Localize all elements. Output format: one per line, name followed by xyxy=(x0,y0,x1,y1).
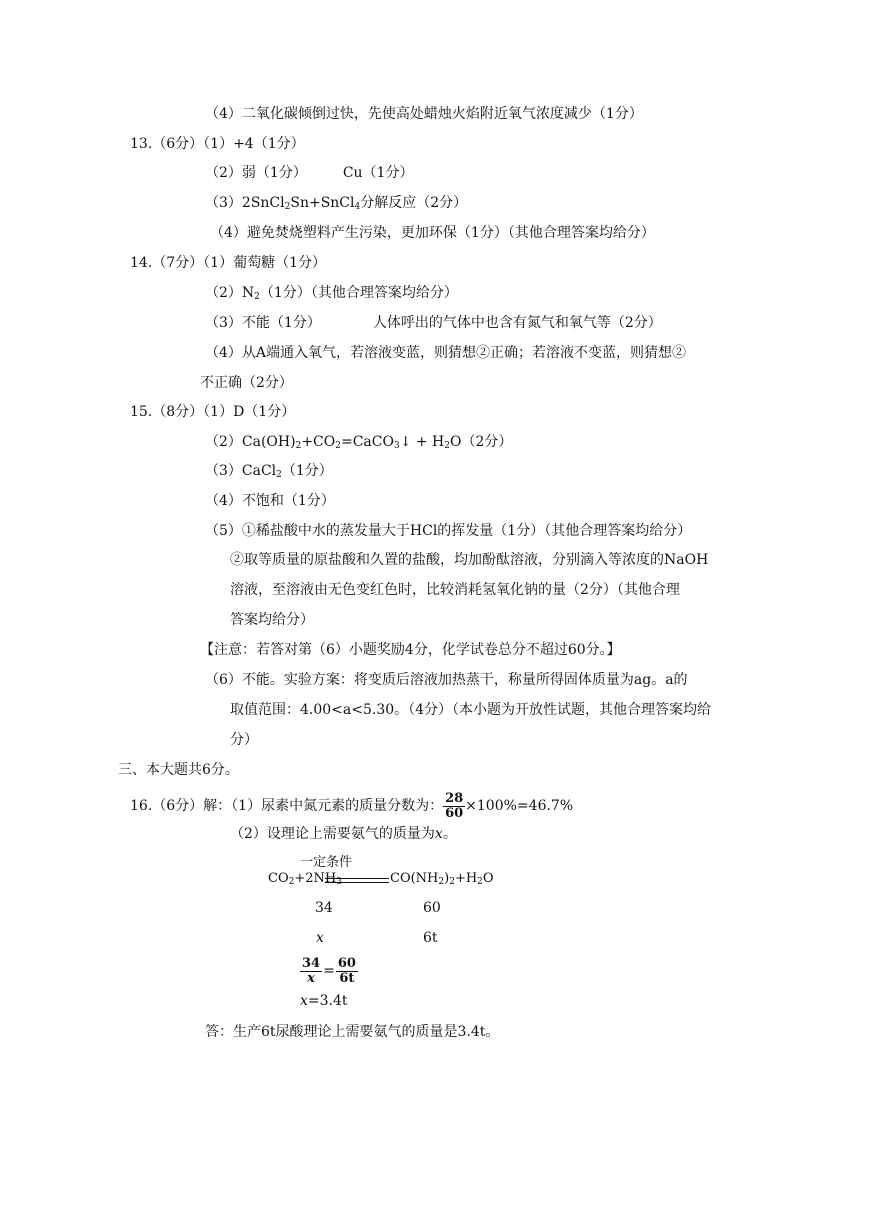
equation-condition: 一定条件 xyxy=(300,855,353,870)
line-q16-1 xyxy=(130,788,573,824)
q14-2-a: （2）N xyxy=(205,285,255,301)
sub-2: 2 xyxy=(276,470,282,480)
line-q15-5: （5）①稀盐酸中水的蒸发量大于HCl的挥发量（1分）（其他合理答案均给分） xyxy=(205,523,692,539)
q13-3-a: （3）2SnCl xyxy=(205,195,285,211)
q13-2-text: （2）弱（1分） xyxy=(205,165,307,181)
line-q15-5-b2: 溶液，至溶液由无色变红色时，比较消耗氢氧化钠的量（2分）（其他合理 xyxy=(230,582,680,598)
fraction-28-60 xyxy=(443,792,465,821)
fraction-60-6t xyxy=(336,957,358,986)
q16-1-b: ×100%=46.7% xyxy=(465,798,574,814)
line-q16-2 xyxy=(230,824,457,844)
line-q14-2 xyxy=(205,283,458,307)
q16-2-c: 。 xyxy=(442,826,457,842)
equals-sign: = xyxy=(323,963,335,979)
equation-double-bar xyxy=(325,878,389,883)
line-q13-1: 13.（6分）（1）+4（1分） xyxy=(130,136,305,152)
fraction-denominator: x xyxy=(307,970,315,986)
q13-3-b: Sn+SnCl xyxy=(290,195,355,211)
line-q15-6-b1: 取值范围：4.00<a<5.30。（4分）（本小题为开放性试题，其他合理答案均给 xyxy=(230,702,712,718)
sub-2: 2 xyxy=(335,441,341,451)
eq-right-c: +H xyxy=(454,871,478,886)
sub-3: 3 xyxy=(393,441,400,451)
fraction-denominator: 6t xyxy=(339,970,355,986)
note-bonus: 【注意：若答对第（6）小题奖励4分，化学试卷总分不超过60分。】 xyxy=(200,642,621,658)
line-q14-1: 14.（7分）（1）葡萄糖（1分） xyxy=(130,255,326,271)
line-q15-6: （6）不能。实验方案：将变质后溶液加热蒸干，称量所得固体质量为ag。a的 xyxy=(205,672,688,688)
q15-2-d: ↓ + H xyxy=(399,434,445,450)
q15-3-b: （1分） xyxy=(281,463,333,479)
mass-34: 34 xyxy=(315,900,333,916)
fraction-denominator: 60 xyxy=(445,805,464,821)
q16-2-a: （2）设理论上需要氨气的质量为 xyxy=(230,826,435,842)
q14-3-a: （3）不能（1分） xyxy=(205,315,321,331)
line-q15-4: （4）不饱和（1分） xyxy=(205,493,335,509)
eq-right-a: CO(NH xyxy=(390,871,439,886)
fraction-34-x xyxy=(300,957,322,986)
line-q15-1: 15.（8分）（1）D（1分） xyxy=(130,404,296,420)
equation-right xyxy=(390,869,494,892)
fraction-numerator: 28 xyxy=(445,790,464,806)
result-var: x xyxy=(300,993,308,1009)
eq-left-b: +2NH xyxy=(294,871,337,886)
eq-left-a: CO xyxy=(268,871,289,886)
result-x xyxy=(300,991,348,1011)
mass-60: 60 xyxy=(423,900,441,916)
sub-3: 3 xyxy=(336,877,342,887)
line-q13-2 xyxy=(205,163,413,183)
q15-2-b: +CO xyxy=(301,434,336,450)
mass-x: x xyxy=(316,930,324,946)
q15-2-e: O（2分） xyxy=(450,434,513,450)
sub-2: 2 xyxy=(477,877,483,887)
line-q13-3 xyxy=(205,193,467,217)
var-x: x xyxy=(434,826,443,842)
section-heading-3: 三、本大题共6分。 xyxy=(118,762,239,778)
mass-6t: 6t xyxy=(423,930,438,946)
line-q15-5-b1: ②取等质量的原盐酸和久置的盐酸，均加酚酞溶液，分别滴入等浓度的NaOH xyxy=(230,552,709,568)
q14-2-b: （1分）（其他合理答案均给分） xyxy=(259,285,458,301)
result-value: =3.4t xyxy=(307,993,348,1009)
fraction-numerator: 60 xyxy=(337,955,356,971)
sub-2: 2 xyxy=(254,292,260,302)
line-q12-4: （4）二氧化碳倾倒过快，先使高处蜡烛火焰附近氧气浓度减少（1分） xyxy=(205,106,643,122)
line-q14-3 xyxy=(205,313,662,333)
sub-2: 2 xyxy=(449,877,455,887)
sub-2: 2 xyxy=(288,877,295,887)
sub-4: 4 xyxy=(354,202,361,212)
q15-2-a: （2）Ca(OH) xyxy=(205,434,296,450)
fraction-numerator: 34 xyxy=(302,955,321,971)
sub-2: 2 xyxy=(444,441,450,451)
q15-3-a: （3）CaCl xyxy=(205,463,277,479)
eq-right-b: ) xyxy=(444,871,450,886)
line-q13-4: （4）避免焚烧塑料产生污染，更加环保（1分）（其他合理答案均给分） xyxy=(210,225,655,241)
eq-right-d: O xyxy=(482,871,494,886)
line-q15-3 xyxy=(205,461,333,485)
answer-line: 答：生产6t尿酸理论上需要氨气的质量是3.4t。 xyxy=(205,1024,500,1040)
q14-3-b: 人体呼出的气体中也含有氮气和氧气等（2分） xyxy=(372,315,662,331)
proportion xyxy=(300,954,358,988)
q16-1-a: 16.（6分）解：（1）尿素中氮元素的质量分数为： xyxy=(130,798,444,814)
sub-2: 2 xyxy=(295,441,302,451)
line-q15-5-b3: 答案均给分） xyxy=(230,612,314,628)
line-q14-4: （4）从A端通入氧气，若溶液变蓝，则猜想②正确；若溶液不变蓝，则猜想② xyxy=(205,345,687,361)
line-q15-2 xyxy=(205,432,512,456)
q15-2-c: =CaCO xyxy=(340,434,394,450)
line-q15-6-b2: 分） xyxy=(230,732,258,748)
q13-3-c: 分解反应（2分） xyxy=(360,195,468,211)
sub-2: 2 xyxy=(284,202,291,212)
sub-2: 2 xyxy=(438,877,445,887)
line-q14-4-cont: 不正确（2分） xyxy=(200,375,293,391)
q13-2-cu: Cu（1分） xyxy=(342,165,414,181)
